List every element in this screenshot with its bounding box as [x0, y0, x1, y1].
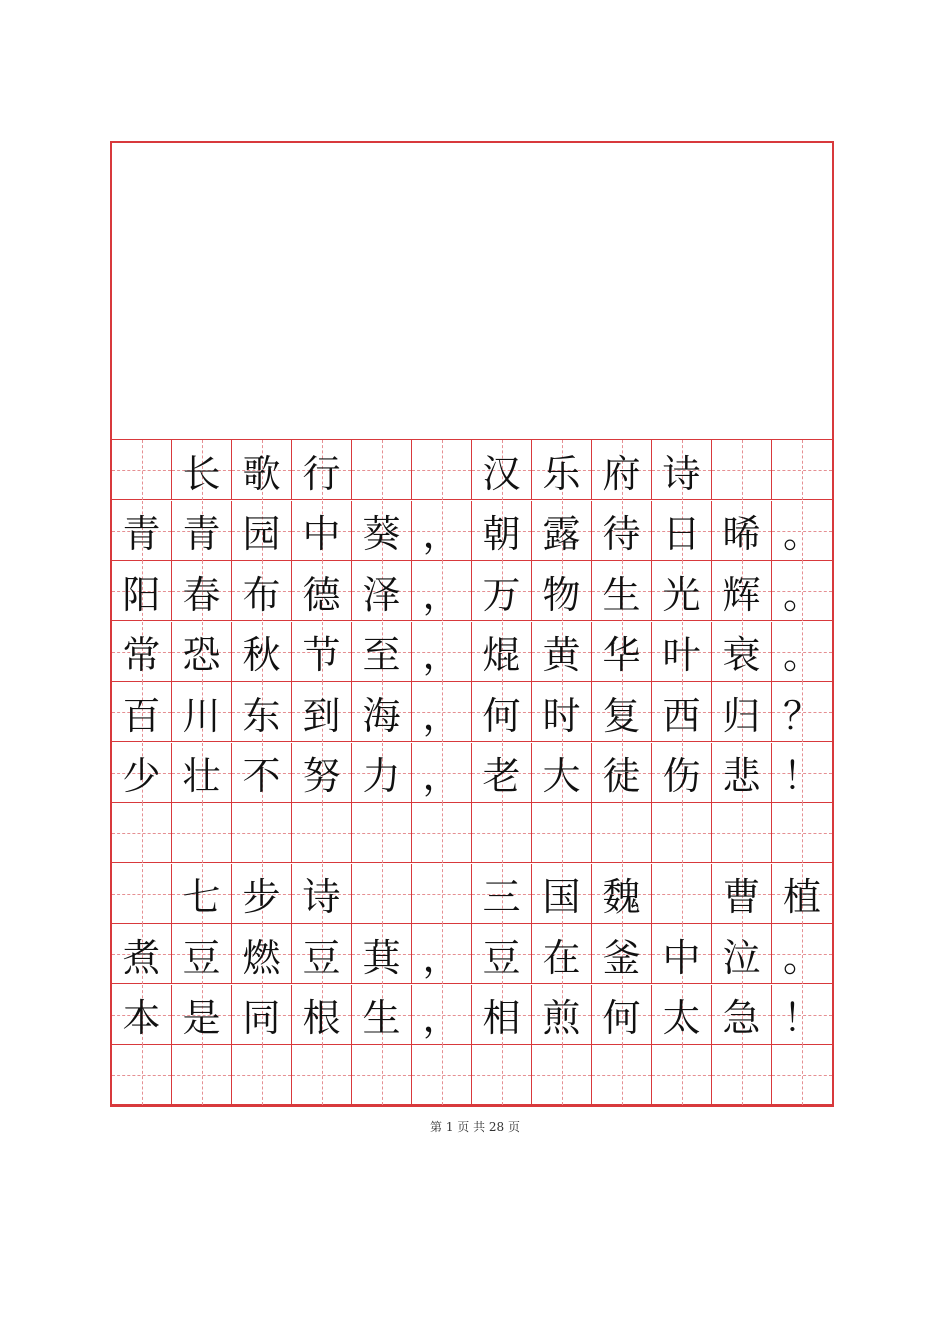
grid-character: 黄 — [542, 633, 581, 677]
grid-cell — [352, 924, 412, 984]
grid-character: 步 — [242, 875, 281, 919]
grid-cell — [472, 864, 532, 924]
grid-cell — [712, 501, 772, 561]
page-footer: 第 1 页 共 28 页 — [430, 1120, 520, 1134]
grid-cell — [172, 440, 232, 500]
grid-cell — [712, 803, 772, 863]
grid-cell — [592, 622, 652, 682]
grid-cell — [472, 440, 532, 500]
grid-character: 是 — [182, 996, 221, 1040]
grid-cell — [652, 440, 712, 500]
grid-row — [112, 803, 832, 863]
grid-cell — [772, 682, 832, 742]
grid-cell — [412, 622, 472, 682]
grid-character: ， — [422, 996, 461, 1040]
grid-cell — [352, 440, 412, 500]
grid-cell — [232, 622, 292, 682]
grid-cell — [532, 1045, 592, 1105]
grid-character: 。 — [782, 633, 821, 677]
grid-character: 釜 — [602, 935, 641, 980]
grid-character: 豆 — [182, 935, 221, 980]
grid-cell — [652, 1045, 712, 1105]
grid-cell — [232, 682, 292, 742]
grid-cell — [292, 864, 352, 924]
grid-cell — [232, 985, 292, 1045]
grid-cell — [712, 1045, 772, 1105]
grid-character: 萁 — [362, 935, 401, 980]
grid-character: 七 — [182, 875, 221, 919]
grid-character: ！ — [782, 996, 821, 1040]
grid-character: 园 — [242, 512, 281, 556]
grid-cell — [772, 622, 832, 682]
grid-cell — [112, 864, 172, 924]
grid-character: 徒 — [602, 754, 641, 798]
grid-character: 到 — [302, 693, 341, 738]
grid-cell — [652, 561, 712, 621]
grid-cell — [652, 803, 712, 863]
grid-cell — [352, 622, 412, 682]
grid-cell — [232, 803, 292, 863]
grid-cell — [412, 501, 472, 561]
grid-cell — [532, 622, 592, 682]
grid-cell — [232, 501, 292, 561]
grid-cell — [352, 864, 412, 924]
grid-cell — [112, 1045, 172, 1105]
grid-cell — [532, 743, 592, 803]
grid-cell — [292, 803, 352, 863]
grid-character: 乐 — [542, 451, 581, 496]
grid-cell — [112, 803, 172, 863]
grid-row — [112, 924, 832, 984]
grid-row — [112, 985, 832, 1045]
grid-cell — [412, 864, 472, 924]
grid-cell — [472, 622, 532, 682]
grid-character: 本 — [122, 996, 161, 1040]
grid-row — [112, 864, 832, 924]
grid-cell — [472, 985, 532, 1045]
grid-character: 西 — [662, 693, 701, 738]
grid-cell — [652, 682, 712, 742]
grid-character: 焜 — [482, 633, 521, 677]
grid-cell — [232, 1045, 292, 1105]
grid-character: 至 — [362, 633, 401, 677]
grid-cell — [112, 440, 172, 500]
grid-cell — [172, 743, 232, 803]
grid-character: 伤 — [662, 754, 701, 798]
grid-cell — [592, 561, 652, 621]
grid-cell — [352, 743, 412, 803]
grid-cell — [412, 682, 472, 742]
grid-cell — [712, 440, 772, 500]
grid-character: 露 — [542, 512, 581, 556]
grid-cell — [412, 803, 472, 863]
grid-cell — [292, 682, 352, 742]
grid-character: ！ — [782, 754, 821, 798]
grid-cell — [172, 803, 232, 863]
grid-character: 太 — [662, 996, 701, 1040]
grid-cell — [712, 682, 772, 742]
grid-cell — [532, 561, 592, 621]
grid-cell — [292, 1045, 352, 1105]
grid-character: 在 — [542, 935, 581, 980]
grid-cell — [472, 501, 532, 561]
grid-character: 中 — [302, 512, 341, 556]
grid-character: 努 — [302, 754, 341, 798]
grid-character: 豆 — [482, 935, 521, 980]
grid-cell — [292, 440, 352, 500]
grid-cell — [532, 864, 592, 924]
grid-character: 燃 — [242, 935, 281, 980]
grid-character: 同 — [242, 996, 281, 1040]
grid-character: 中 — [662, 935, 701, 980]
grid-character: 时 — [542, 693, 581, 738]
grid-cell — [412, 985, 472, 1045]
grid-character: 衰 — [722, 633, 761, 677]
grid-character: 川 — [182, 693, 221, 738]
grid-cell — [172, 561, 232, 621]
tianzige-sheet — [110, 141, 834, 1107]
grid-cell — [772, 440, 832, 500]
grid-cell — [352, 561, 412, 621]
grid-cell — [352, 501, 412, 561]
grid-cell — [112, 501, 172, 561]
grid-cell — [352, 985, 412, 1045]
grid-character: 何 — [602, 996, 641, 1040]
grid-row — [112, 622, 832, 682]
grid-character: 春 — [182, 572, 221, 617]
grid-cell — [652, 924, 712, 984]
grid-character: 急 — [722, 996, 761, 1040]
grid-cell — [592, 501, 652, 561]
grid-character: 行 — [302, 451, 341, 496]
grid-character: ， — [422, 693, 461, 738]
grid-character: 日 — [662, 512, 701, 556]
grid-character: 悲 — [722, 754, 761, 798]
grid-cell — [292, 743, 352, 803]
grid-cell — [112, 985, 172, 1045]
grid-character: 壮 — [182, 754, 221, 798]
grid-cell — [172, 1045, 232, 1105]
grid-character: 大 — [542, 754, 581, 798]
grid-cell — [472, 803, 532, 863]
grid-cell — [532, 924, 592, 984]
grid-character: 物 — [542, 572, 581, 617]
grid-cell — [532, 440, 592, 500]
grid-cell — [712, 743, 772, 803]
grid-character: 华 — [602, 633, 641, 677]
grid-character: 三 — [482, 875, 521, 919]
grid-cell — [232, 743, 292, 803]
grid-character: 植 — [782, 875, 821, 919]
grid-character: ， — [422, 935, 461, 980]
grid-cell — [652, 985, 712, 1045]
grid-cell — [352, 803, 412, 863]
grid-character: 青 — [182, 512, 221, 556]
grid-cell — [232, 561, 292, 621]
grid-cell — [772, 864, 832, 924]
grid-character: 长 — [182, 451, 221, 496]
grid-character: ， — [422, 512, 461, 556]
grid-cell — [772, 561, 832, 621]
grid-cell — [172, 864, 232, 924]
grid-character: 泣 — [722, 935, 761, 980]
grid-character: ， — [422, 633, 461, 677]
grid-character: 百 — [122, 693, 161, 738]
grid-character: 布 — [242, 572, 281, 617]
grid-character: ， — [422, 754, 461, 798]
grid-cell — [592, 864, 652, 924]
grid-cell — [112, 682, 172, 742]
grid-cell — [112, 561, 172, 621]
grid-cell — [412, 1045, 472, 1105]
grid-character: 歌 — [242, 451, 281, 496]
grid-character: 不 — [242, 754, 281, 798]
blank-cover-area — [112, 143, 832, 439]
grid-cell — [232, 440, 292, 500]
grid-character: 诗 — [662, 451, 701, 496]
grid-cell — [172, 682, 232, 742]
grid-cell — [412, 924, 472, 984]
grid-cell — [772, 501, 832, 561]
grid-character: 泽 — [362, 572, 401, 617]
grid-cell — [412, 561, 472, 621]
grid-cell — [712, 924, 772, 984]
grid-character: 魏 — [602, 875, 641, 919]
grid-character: 。 — [782, 935, 821, 980]
grid-character: 曹 — [722, 875, 761, 919]
grid-character: 复 — [602, 693, 641, 738]
grid-cell — [592, 1045, 652, 1105]
grid-cell — [472, 743, 532, 803]
grid-cell — [772, 985, 832, 1045]
grid-character: 诗 — [302, 875, 341, 919]
grid-cell — [712, 864, 772, 924]
grid-character: 海 — [362, 693, 401, 738]
grid-character: 归 — [722, 693, 761, 738]
grid-cell — [712, 985, 772, 1045]
grid-character: 常 — [122, 633, 161, 677]
grid-cell — [652, 501, 712, 561]
grid-cell — [352, 1045, 412, 1105]
grid-cell — [112, 924, 172, 984]
grid-cell — [292, 985, 352, 1045]
grid-cell — [652, 743, 712, 803]
grid-character: 叶 — [662, 633, 701, 677]
grid-cell — [652, 622, 712, 682]
grid-cell — [292, 622, 352, 682]
grid-cell — [532, 803, 592, 863]
grid-character: 东 — [242, 693, 281, 738]
grid-cell — [292, 501, 352, 561]
grid-row — [112, 682, 832, 742]
grid-cell — [592, 440, 652, 500]
grid-cell — [592, 682, 652, 742]
grid-character: 恐 — [182, 633, 221, 677]
grid-cell — [532, 682, 592, 742]
grid-character: 辉 — [722, 572, 761, 617]
grid-character: 葵 — [362, 512, 401, 556]
grid-cell — [472, 682, 532, 742]
grid-cell — [172, 622, 232, 682]
grid-cell — [232, 924, 292, 984]
grid-character: 相 — [482, 996, 521, 1040]
grid-character: 秋 — [242, 633, 281, 677]
grid-character: 汉 — [482, 451, 521, 496]
grid-cell — [112, 622, 172, 682]
grid-cell — [772, 803, 832, 863]
grid-cell — [232, 864, 292, 924]
grid-character: 何 — [482, 693, 521, 738]
grid-cell — [772, 924, 832, 984]
grid-character: 阳 — [122, 572, 161, 617]
grid-cell — [172, 501, 232, 561]
grid-cell — [532, 985, 592, 1045]
grid-cell — [532, 501, 592, 561]
grid-cell — [352, 682, 412, 742]
grid-character: 生 — [362, 996, 401, 1040]
grid-cell — [412, 440, 472, 500]
grid-character: 老 — [482, 754, 521, 798]
grid-character: ， — [422, 572, 461, 617]
grid-character: 生 — [602, 572, 641, 617]
grid-character: 万 — [482, 572, 521, 617]
grid-cell — [772, 743, 832, 803]
character-grid — [112, 439, 832, 1106]
grid-character: 煮 — [122, 935, 161, 980]
grid-cell — [472, 561, 532, 621]
grid-cell — [592, 924, 652, 984]
grid-character: 德 — [302, 572, 341, 617]
grid-character: 国 — [542, 875, 581, 919]
grid-character: 青 — [122, 512, 161, 556]
grid-character: ？ — [782, 693, 821, 738]
grid-cell — [712, 622, 772, 682]
grid-character: 府 — [602, 451, 641, 496]
grid-cell — [772, 1045, 832, 1105]
grid-cell — [592, 803, 652, 863]
grid-cell — [652, 864, 712, 924]
grid-row — [112, 1045, 832, 1105]
grid-cell — [172, 924, 232, 984]
grid-character: 晞 — [722, 512, 761, 556]
grid-cell — [112, 743, 172, 803]
grid-cell — [412, 743, 472, 803]
grid-row — [112, 501, 832, 561]
grid-row — [112, 561, 832, 621]
grid-character: 待 — [602, 512, 641, 556]
grid-character: 根 — [302, 996, 341, 1040]
grid-cell — [172, 985, 232, 1045]
grid-row — [112, 743, 832, 803]
grid-character: 力 — [362, 754, 401, 798]
grid-character: 朝 — [482, 512, 521, 556]
grid-character: 少 — [122, 754, 161, 798]
grid-character: 光 — [662, 572, 701, 617]
grid-character: 煎 — [542, 996, 581, 1040]
grid-cell — [292, 561, 352, 621]
grid-character: 。 — [782, 512, 821, 556]
grid-cell — [592, 743, 652, 803]
grid-character: 豆 — [302, 935, 341, 980]
grid-cell — [712, 561, 772, 621]
grid-character: 节 — [302, 633, 341, 677]
grid-cell — [592, 985, 652, 1045]
grid-character: 。 — [782, 572, 821, 617]
grid-row — [112, 440, 832, 500]
grid-cell — [472, 1045, 532, 1105]
grid-cell — [292, 924, 352, 984]
grid-cell — [472, 924, 532, 984]
